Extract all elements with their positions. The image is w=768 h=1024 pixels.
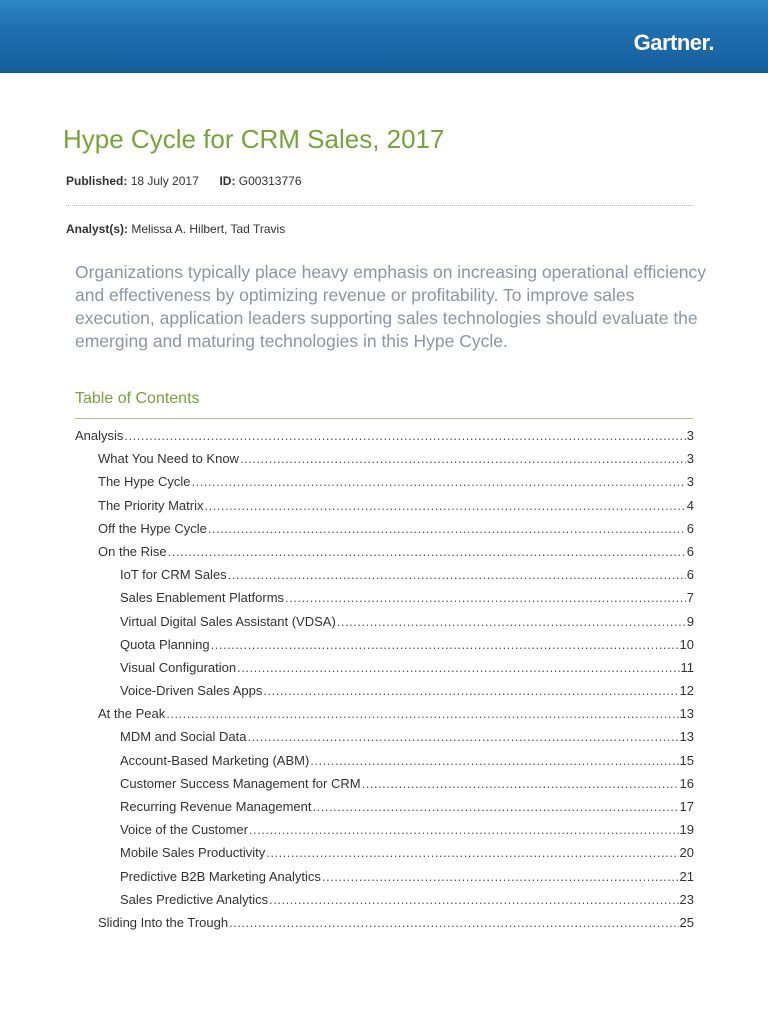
toc-entry-page: 7 [686, 590, 694, 606]
toc-dot-leader [249, 818, 679, 841]
analysts-names: Melissa A. Hilbert, Tad Travis [131, 222, 286, 236]
toc-entry[interactable] [75, 494, 694, 517]
toc-entry-page: 25 [679, 914, 694, 930]
toc-entry-page: 20 [679, 845, 694, 861]
toc-entry[interactable] [75, 563, 694, 586]
toc-entry-page: 13 [679, 729, 694, 745]
toc-entry[interactable] [75, 702, 694, 725]
toc-dot-leader [263, 679, 678, 702]
toc-dot-leader [310, 749, 678, 772]
toc-dot-leader [208, 517, 686, 540]
toc-dot-leader [211, 633, 679, 656]
toc-entry-page: 3 [686, 451, 694, 467]
toc-entry[interactable] [75, 749, 694, 772]
toc-dot-leader [191, 470, 685, 493]
toc-dot-leader [168, 540, 686, 563]
toc-entry[interactable] [75, 586, 694, 609]
toc-dot-leader [269, 888, 678, 911]
toc-entry-page: 9 [686, 613, 694, 629]
toc-entry-label: The Hype Cycle [98, 474, 191, 490]
toc-entry-page: 3 [686, 474, 694, 490]
toc-dot-leader [166, 702, 678, 725]
toc-heading: Table of Contents [75, 390, 200, 407]
toc-entry-label: Sliding Into the Trough [98, 914, 229, 930]
toc-dot-leader [240, 447, 686, 470]
toc-entry[interactable] [75, 679, 694, 702]
gartner-logo: Gartner. [633, 30, 714, 55]
toc-entry[interactable] [75, 841, 694, 864]
toc-entry-label: MDM and Social Data [120, 729, 247, 745]
toc-entry[interactable] [75, 470, 694, 493]
toc-entry-label: Recurring Revenue Management [120, 799, 312, 814]
toc-entry[interactable] [75, 540, 694, 563]
document-id: G00313776 [238, 174, 302, 188]
toc-dot-leader [337, 610, 686, 633]
toc-entry-label: Sales Enablement Platforms [120, 590, 285, 606]
toc-entry[interactable] [75, 725, 694, 748]
toc-entry-label: Voice of the Customer [120, 822, 248, 838]
toc-entry-page: 11 [680, 659, 694, 675]
toc-entry[interactable] [75, 633, 694, 656]
toc-entry-page: 16 [679, 775, 694, 791]
toc-entry-label: Mobile Sales Productivity [120, 845, 266, 861]
toc-entry-page: 19 [679, 822, 694, 838]
toc-divider [75, 418, 693, 419]
toc-entry-page: 23 [679, 891, 694, 907]
analysts-label: Analyst(s): [66, 222, 129, 236]
toc-dot-leader [247, 725, 678, 748]
toc-entry-label: Sales Predictive Analytics [120, 891, 269, 907]
toc-entry-label: The Priority Matrix [98, 497, 204, 513]
toc-entry-label: Analysis [75, 428, 124, 443]
toc-dot-leader [237, 656, 679, 679]
toc-entry[interactable] [75, 517, 694, 540]
toc-dot-leader [322, 865, 679, 888]
publication-meta [66, 174, 302, 188]
toc-entry-label: Off the Hype Cycle [98, 520, 207, 536]
toc-entry-page: 6 [686, 520, 694, 536]
summary-paragraph: Organizations typically place heavy emphasis on increasing operational efficiency and effectiveness by optimizing revenue or profitability. To improve sales execution, application leaders supporting sales technologies should evaluate the emerging and maturing technologies in this Hype Cycle. [75, 262, 706, 351]
toc-entry-label: Visual Configuration [120, 659, 237, 675]
toc-entry-page: 12 [679, 683, 694, 699]
toc-entry-page: 4 [686, 497, 694, 513]
id-label: ID: [219, 174, 236, 188]
toc-entry[interactable] [75, 888, 694, 911]
toc-entry-page: 21 [679, 868, 694, 884]
toc-dot-leader [204, 494, 685, 517]
toc-entry[interactable] [75, 447, 694, 470]
toc-entry[interactable] [75, 818, 694, 841]
header-banner [0, 0, 768, 73]
toc-entry-label: Virtual Digital Sales Assistant (VDSA) [120, 613, 336, 629]
toc-entry-label: Predictive B2B Marketing Analytics [120, 868, 321, 884]
toc-entry-page: 15 [679, 752, 694, 768]
toc-entry-label: Customer Success Management for CRM [120, 775, 361, 791]
toc-dot-leader [229, 911, 678, 934]
toc-entry[interactable] [75, 911, 694, 934]
toc-entry[interactable] [75, 656, 694, 679]
toc-entry-label: Quota Planning [120, 636, 210, 652]
meta-divider [66, 205, 693, 206]
toc-dot-leader [285, 586, 686, 609]
document-title: Hype Cycle for CRM Sales, 2017 [63, 124, 445, 154]
toc-entry-page: 6 [686, 543, 694, 559]
table-of-contents [75, 424, 694, 934]
toc-entry-label: At the Peak [98, 706, 166, 722]
toc-entry-page: 3 [686, 428, 694, 443]
toc-entry[interactable] [75, 772, 694, 795]
toc-entry[interactable] [75, 865, 694, 888]
toc-entry-label: On the Rise [98, 543, 167, 559]
toc-dot-leader [124, 424, 685, 447]
toc-dot-leader [228, 563, 686, 586]
toc-entry-page: 17 [679, 799, 694, 814]
toc-entry-page: 13 [679, 706, 694, 722]
toc-entry-label: What You Need to Know [98, 451, 239, 467]
toc-entry[interactable] [75, 424, 694, 447]
toc-entry[interactable] [75, 610, 694, 633]
toc-entry-label: IoT for CRM Sales [120, 567, 227, 583]
toc-entry-page: 6 [686, 567, 694, 583]
toc-dot-leader [362, 772, 679, 795]
analysts-line [66, 222, 285, 236]
toc-entry-label: Account-Based Marketing (ABM) [120, 752, 310, 768]
toc-entry-label: Voice-Driven Sales Apps [120, 683, 263, 699]
toc-dot-leader [266, 841, 678, 864]
published-date: 18 July 2017 [130, 174, 199, 188]
toc-entry-page: 10 [679, 636, 694, 652]
toc-entry[interactable] [75, 795, 694, 818]
toc-dot-leader [313, 795, 679, 818]
published-label: Published: [66, 174, 128, 188]
